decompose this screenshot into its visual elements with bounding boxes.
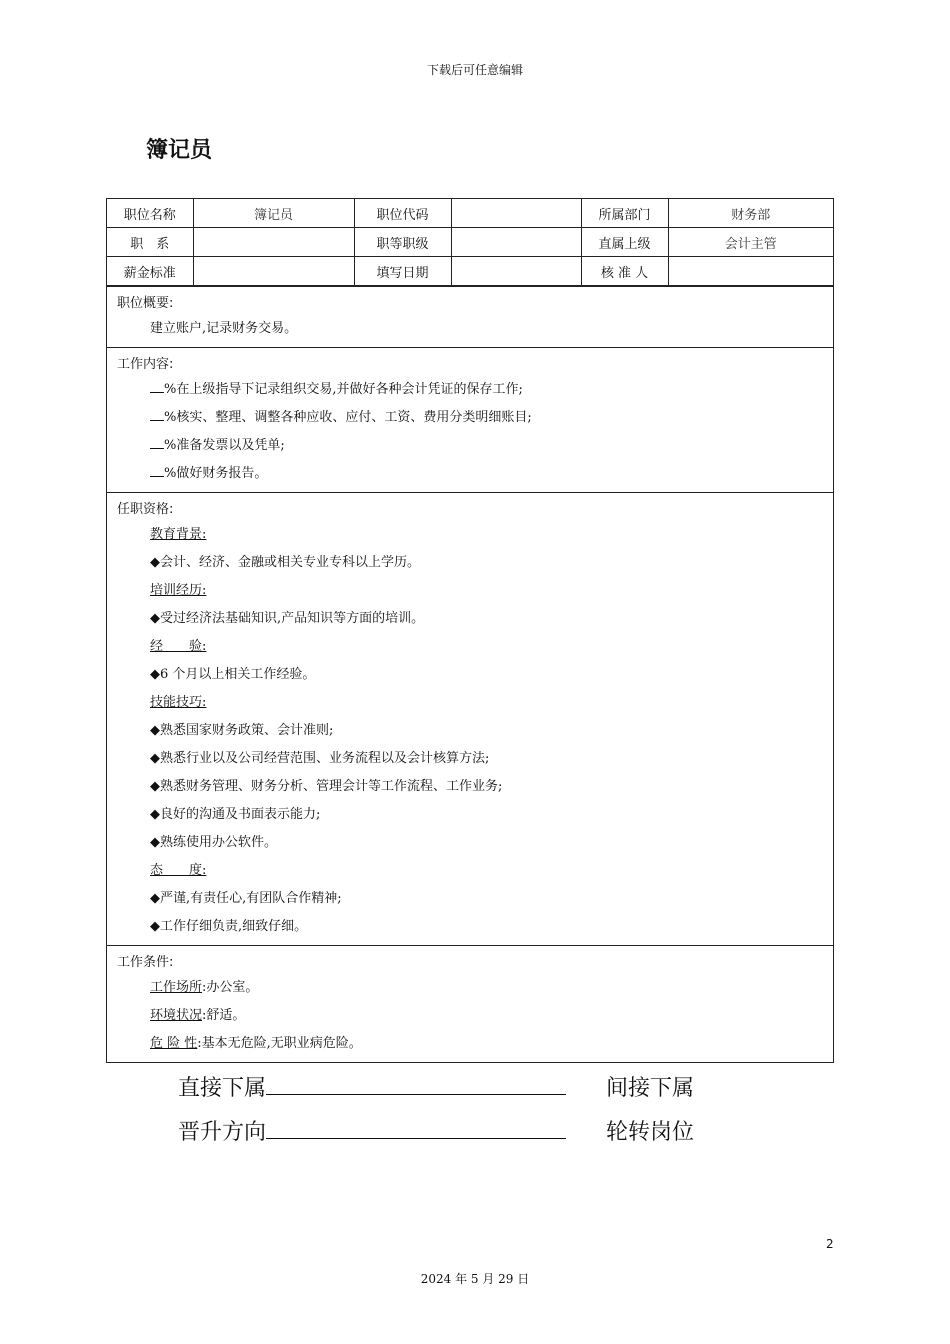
conditions-section: [107, 945, 833, 1062]
summary-section: [107, 286, 833, 347]
attitude-item: ◆严谨,有责任心,有团队合作精神;: [150, 891, 342, 906]
direct-subordinates-label: 直接下属: [178, 1076, 267, 1101]
info-value: [193, 257, 354, 286]
info-label: 薪金标准: [107, 257, 193, 286]
skill-item: ◆良好的沟通及书面表示能力;: [150, 807, 321, 822]
percent-blank: [150, 436, 164, 449]
footer-date: 2024 年 5 月 29 日: [420, 1272, 530, 1286]
condition-value: :舒适。: [202, 1008, 246, 1023]
info-row: [107, 199, 833, 228]
info-label: 职位代码: [354, 199, 451, 228]
duty-item: [117, 404, 833, 432]
condition-key: 环境状况: [150, 1008, 203, 1023]
subordinates-row: [178, 1071, 695, 1102]
info-label: 职 系: [107, 228, 193, 257]
skill-item: ◆熟悉国家财务政策、会计准则;: [150, 723, 334, 738]
duty-item: [117, 376, 833, 404]
condition-item: [117, 1002, 833, 1030]
duty-item: [117, 432, 833, 460]
basic-info-table: [107, 199, 833, 286]
condition-value: :办公室。: [202, 980, 259, 995]
direct-subordinates-blank: [266, 1072, 566, 1095]
duty-item: [117, 460, 833, 488]
summary-heading: 职位概要:: [117, 296, 174, 311]
info-label: 所属部门: [581, 199, 668, 228]
promotion-label: 晋升方向: [178, 1120, 267, 1145]
info-value: 会计主管: [668, 228, 833, 257]
info-row: [107, 228, 833, 257]
education-item: ◆会计、经济、金融或相关专业专科以上学历。: [150, 555, 420, 570]
experience-title: 经 验:: [150, 639, 207, 654]
duty-text: %准备发票以及凭单;: [164, 438, 285, 453]
attitude-title: 态 度:: [150, 863, 207, 878]
percent-blank: [150, 464, 164, 477]
info-label: 职位名称: [107, 199, 193, 228]
skill-item: ◆熟悉行业以及公司经营范围、业务流程以及会计核算方法;: [150, 751, 490, 766]
info-label: 核 准 人: [581, 257, 668, 286]
condition-key: 危 险 性: [150, 1036, 198, 1051]
info-value: [451, 257, 581, 286]
experience-item: ◆6 个月以上相关工作经验。: [150, 667, 316, 682]
duty-text: %做好财务报告。: [164, 466, 268, 481]
duties-section: [107, 347, 833, 492]
training-title: 培训经历:: [150, 583, 207, 598]
info-row: [107, 257, 833, 286]
info-value: 簿记员: [193, 199, 354, 228]
info-value: [451, 199, 581, 228]
condition-key: 工作场所: [150, 980, 203, 995]
summary-text: 建立账户,记录财务交易。: [150, 321, 298, 336]
page-number: 2: [826, 1237, 834, 1251]
info-label: 直属上级: [581, 228, 668, 257]
condition-value: :基本无危险,无职业病危险。: [197, 1036, 362, 1051]
percent-blank: [150, 380, 164, 393]
training-item: ◆受过经济法基础知识,产品知识等方面的培训。: [150, 611, 425, 626]
page-title: 簿记员: [146, 138, 213, 163]
education-title: 教育背景:: [150, 527, 207, 542]
skill-item: ◆熟练使用办公软件。: [150, 835, 277, 850]
indirect-subordinates-label: 间接下属: [606, 1076, 695, 1101]
duties-heading: 工作内容:: [117, 357, 174, 372]
info-value: [193, 228, 354, 257]
conditions-heading: 工作条件:: [117, 955, 174, 970]
attitude-item: ◆工作仔细负责,细致仔细。: [150, 919, 308, 934]
promotion-blank: [266, 1116, 566, 1139]
duty-text: %核实、整理、调整各种应收、应付、工资、费用分类明细账目;: [164, 410, 532, 425]
info-value: [451, 228, 581, 257]
info-value: 财务部: [668, 199, 833, 228]
rotation-label: 轮转岗位: [606, 1120, 695, 1145]
condition-item: [117, 974, 833, 1002]
skills-title: 技能技巧:: [150, 695, 207, 710]
info-label: 职等职级: [354, 228, 451, 257]
info-value: [668, 257, 833, 286]
duty-text: %在上级指导下记录组织交易,并做好各种会计凭证的保存工作;: [164, 382, 523, 397]
page-header: 下载后可任意编辑: [426, 63, 523, 77]
skill-item: ◆熟悉财务管理、财务分析、管理会计等工作流程、工作业务;: [150, 779, 503, 794]
qualifications-section: [107, 492, 833, 945]
info-label: 填写日期: [354, 257, 451, 286]
career-row: [178, 1115, 695, 1146]
condition-item: [117, 1030, 833, 1058]
job-description-table: [106, 198, 834, 1063]
percent-blank: [150, 408, 164, 421]
qualifications-heading: 任职资格:: [117, 502, 174, 517]
